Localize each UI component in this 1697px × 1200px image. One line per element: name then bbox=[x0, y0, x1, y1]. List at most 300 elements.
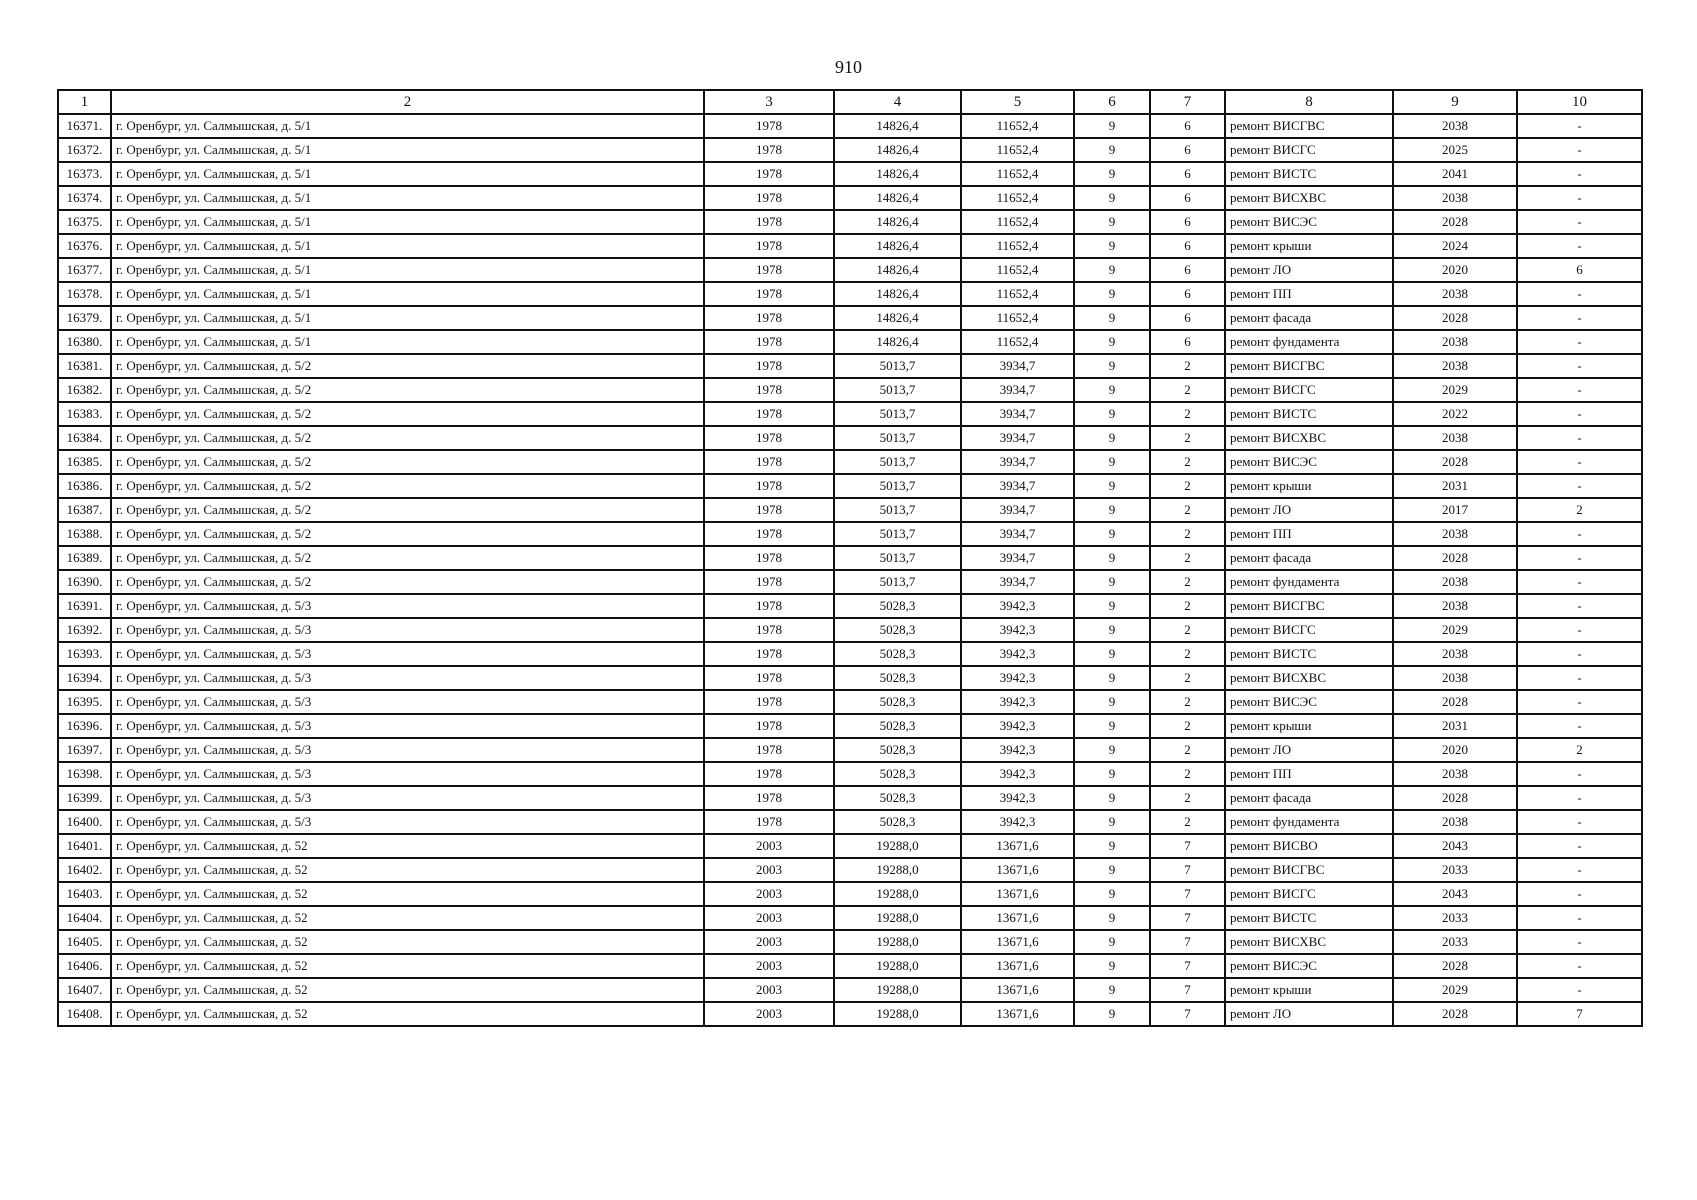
column-header: 5 bbox=[961, 90, 1074, 114]
living-area-cell: 3942,3 bbox=[961, 762, 1074, 786]
work-type-cell: ремонт ВИСТС bbox=[1225, 402, 1393, 426]
table-row bbox=[58, 498, 1642, 522]
row-number-cell: 16398. bbox=[58, 762, 111, 786]
build-year-cell: 1978 bbox=[704, 114, 834, 138]
floors-cell: 9 bbox=[1074, 450, 1150, 474]
table-row bbox=[58, 426, 1642, 450]
address-cell: г. Оренбург, ул. Салмышская, д. 52 bbox=[111, 954, 704, 978]
living-area-cell: 3942,3 bbox=[961, 618, 1074, 642]
build-year-cell: 1978 bbox=[704, 186, 834, 210]
work-type-cell: ремонт ВИСГС bbox=[1225, 138, 1393, 162]
work-type-cell: ремонт ВИСЭС bbox=[1225, 690, 1393, 714]
repair-year-cell: 2038 bbox=[1393, 642, 1517, 666]
total-area-cell: 19288,0 bbox=[834, 1002, 961, 1026]
floors-cell: 9 bbox=[1074, 498, 1150, 522]
repair-year-cell: 2028 bbox=[1393, 546, 1517, 570]
repair-year-cell: 2028 bbox=[1393, 450, 1517, 474]
repair-year-cell: 2025 bbox=[1393, 138, 1517, 162]
total-area-cell: 5013,7 bbox=[834, 426, 961, 450]
address-cell: г. Оренбург, ул. Салмышская, д. 5/2 bbox=[111, 570, 704, 594]
work-type-cell: ремонт крыши bbox=[1225, 234, 1393, 258]
entrances-cell: 6 bbox=[1150, 138, 1225, 162]
table-row bbox=[58, 258, 1642, 282]
work-type-cell: ремонт ВИСГВС bbox=[1225, 594, 1393, 618]
column-10-cell: - bbox=[1517, 282, 1642, 306]
build-year-cell: 1978 bbox=[704, 402, 834, 426]
column-10-cell: - bbox=[1517, 618, 1642, 642]
build-year-cell: 1978 bbox=[704, 450, 834, 474]
total-area-cell: 14826,4 bbox=[834, 186, 961, 210]
row-number-cell: 16377. bbox=[58, 258, 111, 282]
total-area-cell: 19288,0 bbox=[834, 882, 961, 906]
entrances-cell: 7 bbox=[1150, 834, 1225, 858]
column-10-cell: - bbox=[1517, 306, 1642, 330]
row-number-cell: 16404. bbox=[58, 906, 111, 930]
address-cell: г. Оренбург, ул. Салмышская, д. 52 bbox=[111, 930, 704, 954]
work-type-cell: ремонт ВИСВО bbox=[1225, 834, 1393, 858]
column-10-cell: - bbox=[1517, 522, 1642, 546]
table-row bbox=[58, 306, 1642, 330]
column-10-cell: - bbox=[1517, 138, 1642, 162]
living-area-cell: 13671,6 bbox=[961, 1002, 1074, 1026]
row-number-cell: 16387. bbox=[58, 498, 111, 522]
floors-cell: 9 bbox=[1074, 594, 1150, 618]
address-cell: г. Оренбург, ул. Салмышская, д. 52 bbox=[111, 906, 704, 930]
total-area-cell: 5013,7 bbox=[834, 378, 961, 402]
address-cell: г. Оренбург, ул. Салмышская, д. 5/3 bbox=[111, 594, 704, 618]
work-type-cell: ремонт ЛО bbox=[1225, 738, 1393, 762]
work-type-cell: ремонт ВИСХВС bbox=[1225, 666, 1393, 690]
work-type-cell: ремонт ВИСХВС bbox=[1225, 426, 1393, 450]
living-area-cell: 11652,4 bbox=[961, 138, 1074, 162]
entrances-cell: 6 bbox=[1150, 162, 1225, 186]
table-row bbox=[58, 138, 1642, 162]
work-type-cell: ремонт ВИСГВС bbox=[1225, 354, 1393, 378]
work-type-cell: ремонт ЛО bbox=[1225, 498, 1393, 522]
repair-year-cell: 2020 bbox=[1393, 738, 1517, 762]
table-row bbox=[58, 834, 1642, 858]
table-row bbox=[58, 906, 1642, 930]
table-row bbox=[58, 546, 1642, 570]
work-type-cell: ремонт ЛО bbox=[1225, 258, 1393, 282]
address-cell: г. Оренбург, ул. Салмышская, д. 5/3 bbox=[111, 786, 704, 810]
address-cell: г. Оренбург, ул. Салмышская, д. 5/2 bbox=[111, 354, 704, 378]
address-cell: г. Оренбург, ул. Салмышская, д. 5/1 bbox=[111, 138, 704, 162]
work-type-cell: ремонт ВИСЭС bbox=[1225, 954, 1393, 978]
row-number-cell: 16376. bbox=[58, 234, 111, 258]
work-type-cell: ремонт фасада bbox=[1225, 306, 1393, 330]
build-year-cell: 1978 bbox=[704, 306, 834, 330]
table-row bbox=[58, 570, 1642, 594]
floors-cell: 9 bbox=[1074, 282, 1150, 306]
row-number-cell: 16395. bbox=[58, 690, 111, 714]
row-number-cell: 16406. bbox=[58, 954, 111, 978]
total-area-cell: 14826,4 bbox=[834, 162, 961, 186]
entrances-cell: 7 bbox=[1150, 882, 1225, 906]
column-header: 7 bbox=[1150, 90, 1225, 114]
table-row bbox=[58, 666, 1642, 690]
repair-year-cell: 2029 bbox=[1393, 978, 1517, 1002]
build-year-cell: 1978 bbox=[704, 498, 834, 522]
entrances-cell: 2 bbox=[1150, 498, 1225, 522]
entrances-cell: 7 bbox=[1150, 1002, 1225, 1026]
column-10-cell: - bbox=[1517, 354, 1642, 378]
total-area-cell: 5013,7 bbox=[834, 450, 961, 474]
living-area-cell: 3942,3 bbox=[961, 714, 1074, 738]
column-header: 3 bbox=[704, 90, 834, 114]
build-year-cell: 2003 bbox=[704, 834, 834, 858]
address-cell: г. Оренбург, ул. Салмышская, д. 5/3 bbox=[111, 810, 704, 834]
row-number-cell: 16386. bbox=[58, 474, 111, 498]
living-area-cell: 3934,7 bbox=[961, 378, 1074, 402]
address-cell: г. Оренбург, ул. Салмышская, д. 5/2 bbox=[111, 402, 704, 426]
build-year-cell: 1978 bbox=[704, 162, 834, 186]
living-area-cell: 11652,4 bbox=[961, 258, 1074, 282]
build-year-cell: 1978 bbox=[704, 138, 834, 162]
total-area-cell: 14826,4 bbox=[834, 258, 961, 282]
entrances-cell: 7 bbox=[1150, 954, 1225, 978]
total-area-cell: 14826,4 bbox=[834, 330, 961, 354]
living-area-cell: 3934,7 bbox=[961, 546, 1074, 570]
table-row bbox=[58, 642, 1642, 666]
living-area-cell: 11652,4 bbox=[961, 306, 1074, 330]
repair-year-cell: 2038 bbox=[1393, 282, 1517, 306]
entrances-cell: 2 bbox=[1150, 762, 1225, 786]
table-row bbox=[58, 162, 1642, 186]
living-area-cell: 3934,7 bbox=[961, 498, 1074, 522]
entrances-cell: 7 bbox=[1150, 906, 1225, 930]
total-area-cell: 19288,0 bbox=[834, 906, 961, 930]
entrances-cell: 6 bbox=[1150, 210, 1225, 234]
build-year-cell: 2003 bbox=[704, 954, 834, 978]
build-year-cell: 1978 bbox=[704, 234, 834, 258]
column-10-cell: - bbox=[1517, 114, 1642, 138]
total-area-cell: 19288,0 bbox=[834, 834, 961, 858]
entrances-cell: 2 bbox=[1150, 642, 1225, 666]
row-number-cell: 16384. bbox=[58, 426, 111, 450]
address-cell: г. Оренбург, ул. Салмышская, д. 5/1 bbox=[111, 282, 704, 306]
row-number-cell: 16385. bbox=[58, 450, 111, 474]
column-10-cell: - bbox=[1517, 786, 1642, 810]
table-row bbox=[58, 234, 1642, 258]
column-header: 2 bbox=[111, 90, 704, 114]
row-number-cell: 16400. bbox=[58, 810, 111, 834]
living-area-cell: 11652,4 bbox=[961, 234, 1074, 258]
entrances-cell: 6 bbox=[1150, 114, 1225, 138]
build-year-cell: 2003 bbox=[704, 1002, 834, 1026]
living-area-cell: 3942,3 bbox=[961, 810, 1074, 834]
build-year-cell: 1978 bbox=[704, 762, 834, 786]
entrances-cell: 2 bbox=[1150, 594, 1225, 618]
work-type-cell: ремонт ПП bbox=[1225, 522, 1393, 546]
column-10-cell: - bbox=[1517, 570, 1642, 594]
floors-cell: 9 bbox=[1074, 618, 1150, 642]
entrances-cell: 2 bbox=[1150, 378, 1225, 402]
total-area-cell: 5013,7 bbox=[834, 546, 961, 570]
repair-year-cell: 2028 bbox=[1393, 306, 1517, 330]
table-row bbox=[58, 762, 1642, 786]
total-area-cell: 5028,3 bbox=[834, 642, 961, 666]
total-area-cell: 14826,4 bbox=[834, 234, 961, 258]
address-cell: г. Оренбург, ул. Салмышская, д. 5/1 bbox=[111, 258, 704, 282]
column-header: 4 bbox=[834, 90, 961, 114]
living-area-cell: 3942,3 bbox=[961, 786, 1074, 810]
floors-cell: 9 bbox=[1074, 690, 1150, 714]
address-cell: г. Оренбург, ул. Салмышская, д. 52 bbox=[111, 882, 704, 906]
table-row bbox=[58, 522, 1642, 546]
build-year-cell: 1978 bbox=[704, 282, 834, 306]
floors-cell: 9 bbox=[1074, 258, 1150, 282]
floors-cell: 9 bbox=[1074, 882, 1150, 906]
build-year-cell: 2003 bbox=[704, 978, 834, 1002]
build-year-cell: 1978 bbox=[704, 594, 834, 618]
table-row bbox=[58, 714, 1642, 738]
column-10-cell: - bbox=[1517, 402, 1642, 426]
address-cell: г. Оренбург, ул. Салмышская, д. 5/3 bbox=[111, 738, 704, 762]
work-type-cell: ремонт ВИСХВС bbox=[1225, 186, 1393, 210]
address-cell: г. Оренбург, ул. Салмышская, д. 5/1 bbox=[111, 330, 704, 354]
row-number-cell: 16380. bbox=[58, 330, 111, 354]
table-row bbox=[58, 882, 1642, 906]
address-cell: г. Оренбург, ул. Салмышская, д. 5/1 bbox=[111, 162, 704, 186]
build-year-cell: 1978 bbox=[704, 690, 834, 714]
floors-cell: 9 bbox=[1074, 930, 1150, 954]
repair-year-cell: 2041 bbox=[1393, 162, 1517, 186]
living-area-cell: 3942,3 bbox=[961, 690, 1074, 714]
address-cell: г. Оренбург, ул. Салмышская, д. 52 bbox=[111, 978, 704, 1002]
column-10-cell: - bbox=[1517, 714, 1642, 738]
floors-cell: 9 bbox=[1074, 858, 1150, 882]
build-year-cell: 1978 bbox=[704, 642, 834, 666]
entrances-cell: 2 bbox=[1150, 786, 1225, 810]
repair-year-cell: 2033 bbox=[1393, 858, 1517, 882]
address-cell: г. Оренбург, ул. Салмышская, д. 5/3 bbox=[111, 666, 704, 690]
column-10-cell: 2 bbox=[1517, 498, 1642, 522]
floors-cell: 9 bbox=[1074, 546, 1150, 570]
entrances-cell: 2 bbox=[1150, 714, 1225, 738]
repair-year-cell: 2029 bbox=[1393, 378, 1517, 402]
address-cell: г. Оренбург, ул. Салмышская, д. 5/3 bbox=[111, 690, 704, 714]
floors-cell: 9 bbox=[1074, 666, 1150, 690]
entrances-cell: 6 bbox=[1150, 282, 1225, 306]
column-10-cell: - bbox=[1517, 858, 1642, 882]
row-number-cell: 16383. bbox=[58, 402, 111, 426]
floors-cell: 9 bbox=[1074, 162, 1150, 186]
floors-cell: 9 bbox=[1074, 306, 1150, 330]
build-year-cell: 1978 bbox=[704, 258, 834, 282]
repair-year-cell: 2020 bbox=[1393, 258, 1517, 282]
row-number-cell: 16397. bbox=[58, 738, 111, 762]
repair-year-cell: 2031 bbox=[1393, 474, 1517, 498]
work-type-cell: ремонт ПП bbox=[1225, 762, 1393, 786]
column-10-cell: - bbox=[1517, 882, 1642, 906]
build-year-cell: 2003 bbox=[704, 858, 834, 882]
work-type-cell: ремонт ВИСЭС bbox=[1225, 450, 1393, 474]
floors-cell: 9 bbox=[1074, 810, 1150, 834]
living-area-cell: 13671,6 bbox=[961, 954, 1074, 978]
row-number-cell: 16372. bbox=[58, 138, 111, 162]
repair-year-cell: 2033 bbox=[1393, 930, 1517, 954]
floors-cell: 9 bbox=[1074, 378, 1150, 402]
total-area-cell: 5013,7 bbox=[834, 402, 961, 426]
build-year-cell: 1978 bbox=[704, 666, 834, 690]
address-cell: г. Оренбург, ул. Салмышская, д. 5/2 bbox=[111, 450, 704, 474]
table-row bbox=[58, 114, 1642, 138]
row-number-cell: 16378. bbox=[58, 282, 111, 306]
repair-year-cell: 2029 bbox=[1393, 618, 1517, 642]
row-number-cell: 16382. bbox=[58, 378, 111, 402]
table-row bbox=[58, 810, 1642, 834]
work-type-cell: ремонт ВИСТС bbox=[1225, 162, 1393, 186]
column-10-cell: - bbox=[1517, 594, 1642, 618]
column-10-cell: 6 bbox=[1517, 258, 1642, 282]
total-area-cell: 5028,3 bbox=[834, 690, 961, 714]
living-area-cell: 13671,6 bbox=[961, 882, 1074, 906]
row-number-cell: 16394. bbox=[58, 666, 111, 690]
living-area-cell: 11652,4 bbox=[961, 282, 1074, 306]
floors-cell: 9 bbox=[1074, 738, 1150, 762]
table-row bbox=[58, 474, 1642, 498]
living-area-cell: 3942,3 bbox=[961, 738, 1074, 762]
table-row bbox=[58, 594, 1642, 618]
floors-cell: 9 bbox=[1074, 906, 1150, 930]
build-year-cell: 2003 bbox=[704, 906, 834, 930]
living-area-cell: 13671,6 bbox=[961, 858, 1074, 882]
table-row bbox=[58, 618, 1642, 642]
floors-cell: 9 bbox=[1074, 786, 1150, 810]
living-area-cell: 3942,3 bbox=[961, 594, 1074, 618]
total-area-cell: 5028,3 bbox=[834, 762, 961, 786]
table-row bbox=[58, 282, 1642, 306]
floors-cell: 9 bbox=[1074, 138, 1150, 162]
total-area-cell: 5013,7 bbox=[834, 498, 961, 522]
table-row bbox=[58, 690, 1642, 714]
row-number-cell: 16396. bbox=[58, 714, 111, 738]
repair-year-cell: 2028 bbox=[1393, 954, 1517, 978]
floors-cell: 9 bbox=[1074, 714, 1150, 738]
address-cell: г. Оренбург, ул. Салмышская, д. 52 bbox=[111, 834, 704, 858]
repair-year-cell: 2028 bbox=[1393, 210, 1517, 234]
row-number-cell: 16375. bbox=[58, 210, 111, 234]
address-cell: г. Оренбург, ул. Салмышская, д. 5/2 bbox=[111, 426, 704, 450]
entrances-cell: 2 bbox=[1150, 450, 1225, 474]
column-10-cell: - bbox=[1517, 666, 1642, 690]
total-area-cell: 14826,4 bbox=[834, 306, 961, 330]
build-year-cell: 1978 bbox=[704, 810, 834, 834]
living-area-cell: 3934,7 bbox=[961, 570, 1074, 594]
table-row bbox=[58, 1002, 1642, 1026]
row-number-cell: 16401. bbox=[58, 834, 111, 858]
living-area-cell: 13671,6 bbox=[961, 834, 1074, 858]
work-type-cell: ремонт крыши bbox=[1225, 474, 1393, 498]
column-10-cell: - bbox=[1517, 378, 1642, 402]
repair-year-cell: 2024 bbox=[1393, 234, 1517, 258]
floors-cell: 9 bbox=[1074, 642, 1150, 666]
row-number-cell: 16381. bbox=[58, 354, 111, 378]
build-year-cell: 1978 bbox=[704, 570, 834, 594]
work-type-cell: ремонт фасада bbox=[1225, 786, 1393, 810]
entrances-cell: 6 bbox=[1150, 258, 1225, 282]
repair-year-cell: 2043 bbox=[1393, 834, 1517, 858]
floors-cell: 9 bbox=[1074, 210, 1150, 234]
living-area-cell: 3942,3 bbox=[961, 642, 1074, 666]
table-row bbox=[58, 978, 1642, 1002]
build-year-cell: 1978 bbox=[704, 210, 834, 234]
address-cell: г. Оренбург, ул. Салмышская, д. 5/2 bbox=[111, 498, 704, 522]
table-row bbox=[58, 378, 1642, 402]
address-cell: г. Оренбург, ул. Салмышская, д. 5/3 bbox=[111, 714, 704, 738]
repair-year-cell: 2038 bbox=[1393, 522, 1517, 546]
floors-cell: 9 bbox=[1074, 522, 1150, 546]
row-number-cell: 16407. bbox=[58, 978, 111, 1002]
living-area-cell: 13671,6 bbox=[961, 906, 1074, 930]
repair-year-cell: 2038 bbox=[1393, 810, 1517, 834]
floors-cell: 9 bbox=[1074, 1002, 1150, 1026]
address-cell: г. Оренбург, ул. Салмышская, д. 5/1 bbox=[111, 234, 704, 258]
column-10-cell: - bbox=[1517, 330, 1642, 354]
floors-cell: 9 bbox=[1074, 834, 1150, 858]
entrances-cell: 2 bbox=[1150, 426, 1225, 450]
work-type-cell: ремонт ВИСЭС bbox=[1225, 210, 1393, 234]
total-area-cell: 5028,3 bbox=[834, 738, 961, 762]
repair-year-cell: 2038 bbox=[1393, 330, 1517, 354]
build-year-cell: 1978 bbox=[704, 738, 834, 762]
total-area-cell: 14826,4 bbox=[834, 114, 961, 138]
work-type-cell: ремонт фундамента bbox=[1225, 810, 1393, 834]
entrances-cell: 6 bbox=[1150, 234, 1225, 258]
column-10-cell: - bbox=[1517, 474, 1642, 498]
total-area-cell: 5028,3 bbox=[834, 666, 961, 690]
row-number-cell: 16371. bbox=[58, 114, 111, 138]
row-number-cell: 16388. bbox=[58, 522, 111, 546]
floors-cell: 9 bbox=[1074, 234, 1150, 258]
address-cell: г. Оренбург, ул. Салмышская, д. 5/1 bbox=[111, 186, 704, 210]
column-10-cell: - bbox=[1517, 210, 1642, 234]
entrances-cell: 2 bbox=[1150, 546, 1225, 570]
column-10-cell: - bbox=[1517, 186, 1642, 210]
column-10-cell: - bbox=[1517, 234, 1642, 258]
row-number-cell: 16374. bbox=[58, 186, 111, 210]
total-area-cell: 19288,0 bbox=[834, 858, 961, 882]
entrances-cell: 2 bbox=[1150, 810, 1225, 834]
floors-cell: 9 bbox=[1074, 570, 1150, 594]
table-row bbox=[58, 858, 1642, 882]
total-area-cell: 19288,0 bbox=[834, 930, 961, 954]
work-type-cell: ремонт фундамента bbox=[1225, 570, 1393, 594]
table-row bbox=[58, 354, 1642, 378]
column-10-cell: - bbox=[1517, 546, 1642, 570]
build-year-cell: 1978 bbox=[704, 786, 834, 810]
total-area-cell: 14826,4 bbox=[834, 210, 961, 234]
living-area-cell: 11652,4 bbox=[961, 162, 1074, 186]
address-cell: г. Оренбург, ул. Салмышская, д. 5/2 bbox=[111, 546, 704, 570]
entrances-cell: 2 bbox=[1150, 570, 1225, 594]
table-row bbox=[58, 786, 1642, 810]
column-10-cell: - bbox=[1517, 690, 1642, 714]
repair-year-cell: 2017 bbox=[1393, 498, 1517, 522]
table-row bbox=[58, 450, 1642, 474]
total-area-cell: 14826,4 bbox=[834, 282, 961, 306]
address-cell: г. Оренбург, ул. Салмышская, д. 5/1 bbox=[111, 210, 704, 234]
living-area-cell: 3934,7 bbox=[961, 402, 1074, 426]
address-cell: г. Оренбург, ул. Салмышская, д. 5/3 bbox=[111, 762, 704, 786]
repair-year-cell: 2028 bbox=[1393, 690, 1517, 714]
address-cell: г. Оренбург, ул. Салмышская, д. 5/3 bbox=[111, 618, 704, 642]
column-10-cell: - bbox=[1517, 906, 1642, 930]
table-row bbox=[58, 210, 1642, 234]
total-area-cell: 5013,7 bbox=[834, 474, 961, 498]
row-number-cell: 16402. bbox=[58, 858, 111, 882]
